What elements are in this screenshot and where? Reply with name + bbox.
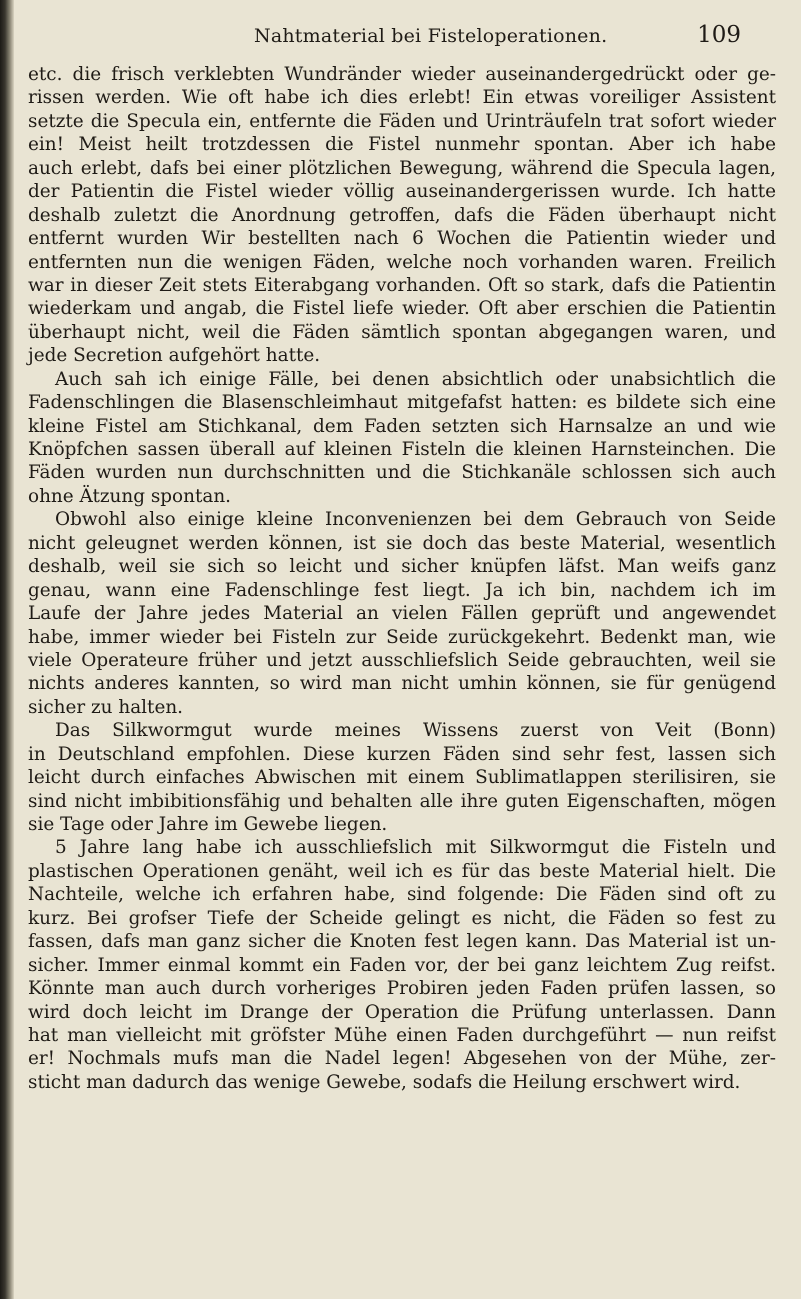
body-text (28, 63, 776, 1094)
text-line: ohne Ätzung spontan. (28, 485, 232, 507)
text-line: genau, wann eine Fadenschlinge fest liegt. Ja ich bin, nachdem ich im (28, 579, 776, 601)
text-line: habe, immer wieder bei Fisteln zur Seide zurückgekehrt. Bedenkt man, wie (28, 626, 776, 648)
text-line: Fadenschlingen die Blasenschleimhaut mitgefafst hatten: es bildete sich eine (28, 392, 776, 414)
text-line: viele Operateure früher und jetzt ausschliefslich Seide gebrauchten, weil sie (28, 649, 776, 671)
text-line: plastischen Operationen genäht, weil ich es für das beste Material hielt. Die (28, 860, 776, 882)
page-number: 109 (697, 22, 741, 48)
text-line: deshalb zuletzt die Anordnung getroffen, dafs die Fäden überhaupt nicht (28, 204, 776, 226)
text-line: er! Nochmals mufs man die Nadel legen! Abgesehen von der Mühe, zer- (28, 1048, 776, 1070)
text-line: Auch sah ich einige Fälle, bei denen absichtlich oder unabsichtlich die (55, 368, 776, 390)
text-line: etc. die frisch verklebten Wundränder wieder auseinandergedrückt oder ge- (28, 64, 776, 85)
text-line: wiederkam und angab, die Fistel liefe wieder. Oft aber erschien die Patientin (28, 298, 776, 320)
text-line: sticht man dadurch das wenige Gewebe, sodafs die Heilung erschwert wird. (28, 1071, 741, 1093)
text-line: wird doch leicht im Drange der Operation die Prüfung unterlassen. Dann (28, 1001, 776, 1023)
text-line: auch erlebt, dafs bei einer plötzlichen Bewegung, während die Specula lagen, (28, 157, 776, 179)
text-line: jede Secretion aufgehört hatte. (28, 345, 321, 367)
text-line: der Patientin die Fistel wieder völlig auseinandergerissen wurde. Ich hatte (28, 181, 776, 203)
text-line: kurz. Bei grofser Tiefe der Scheide gelingt es nicht, die Fäden so fest zu (28, 907, 776, 929)
text-line: Das Silkwormgut wurde meines Wissens zuerst von Veit (Bonn) (55, 720, 776, 742)
text-line: überhaupt nicht, weil die Fäden sämtlich spontan abgegangen waren, und (28, 321, 776, 343)
text-line: sicher zu halten. (28, 696, 184, 718)
text-line: rissen werden. Wie oft habe ich dies erlebt! Ein etwas voreiliger Assistent (28, 87, 776, 109)
text-line: war in dieser Zeit stets Eiterabgang vorhanden. Oft so stark, dafs die Patientin (28, 274, 776, 296)
text-line: fassen, dafs man ganz sicher die Knoten fest legen kann. Das Material ist un- (28, 931, 776, 953)
text-line: Obwohl also einige kleine Inconvenienzen bei dem Gebrauch von Seide (55, 509, 776, 531)
text-line: leicht durch einfaches Abwischen mit einem Sublimatlappen sterilisiren, sie (28, 767, 776, 789)
text-line: Laufe der Jahre jedes Material an vielen Fällen geprüft und angewendet (28, 603, 776, 625)
text-line: setzte die Specula ein, entfernte die Fäden und Urinträufeln trat sofort wieder (28, 110, 776, 132)
running-title: Nahtmaterial bei Fisteloperationen. (254, 25, 608, 47)
text-line: Könnte man auch durch vorheriges Probiren jeden Faden prüfen lassen, so (28, 978, 776, 1000)
text-line: deshalb, weil sie sich so leicht und sicher knüpfen läfst. Man weifs ganz (28, 556, 776, 578)
text-line: sicher. Immer einmal kommt ein Faden vor, der bei ganz leichtem Zug reifst. (28, 954, 776, 976)
text-line: entfernten nun die wenigen Fäden, welche noch vorhanden waren. Freilich (28, 251, 776, 273)
text-line: sind nicht imbibitionsfähig und behalten alle ihre guten Eigenschaften, mögen (28, 790, 776, 812)
page-header (254, 20, 754, 52)
text-line: nicht geleugnet werden können, ist sie doch das beste Material, wesentlich (28, 532, 776, 554)
text-line: Knöpfchen sassen überall auf kleinen Fisteln die kleinen Harnsteinchen. Die (28, 439, 776, 460)
text-line: nichts anderes kannten, so wird man nicht umhin können, sie für genügend (28, 673, 776, 695)
book-binding-edge (0, 0, 14, 1299)
text-line: sie Tage oder Jahre im Gewebe liegen. (28, 814, 388, 835)
text-line: Nachteile, welche ich erfahren habe, sind folgende: Die Fäden sind oft zu (28, 884, 776, 906)
text-line: 5 Jahre lang habe ich ausschliefslich mit Silkwormgut die Fisteln und (55, 837, 776, 859)
text-line: ein! Meist heilt trotzdessen die Fistel nunmehr spontan. Aber ich habe (28, 134, 776, 156)
text-line: hat man vielleicht mit gröfster Mühe einen Faden durchgeführt — nun reifst (28, 1024, 776, 1046)
text-line: Fäden wurden nun durchschnitten und die Stichkanäle schlossen sich auch (28, 462, 776, 484)
text-line: entfernt wurden Wir bestellten nach 6 Wochen die Patientin wieder und (28, 228, 776, 250)
text-line: kleine Fistel am Stichkanal, dem Faden setzten sich Harnsalze an und wie (28, 415, 776, 437)
text-line: in Deutschland empfohlen. Diese kurzen Fäden sind sehr fest, lassen sich (28, 743, 776, 765)
